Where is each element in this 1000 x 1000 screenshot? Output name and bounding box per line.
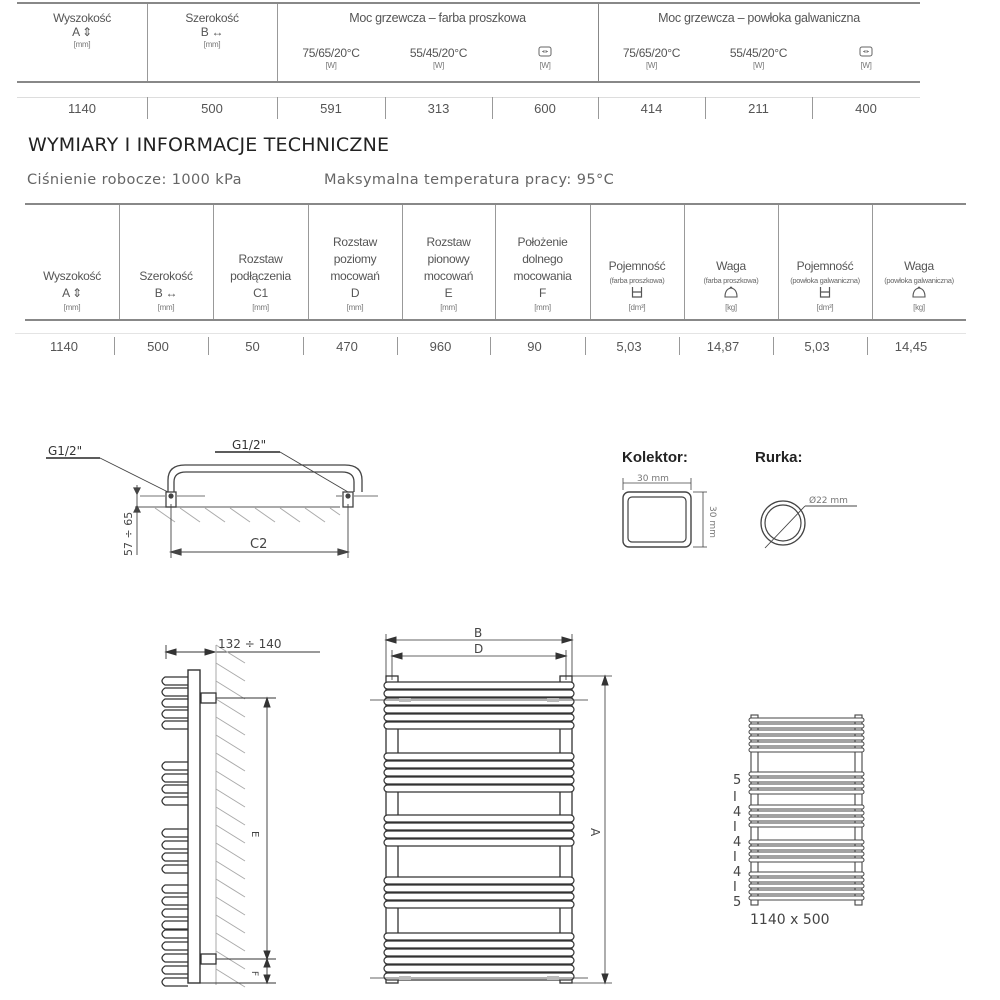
side-view-diagram — [140, 635, 320, 995]
table-header-cell — [25, 268, 119, 314]
hatch-line — [216, 753, 245, 771]
header-symbol: B ↔ — [200, 25, 224, 39]
header-title: Położenie — [517, 235, 568, 249]
header-unit: [W] — [860, 61, 872, 70]
towel-bar — [749, 858, 864, 862]
towel-bar — [749, 872, 864, 876]
towel-bar — [384, 682, 574, 689]
weight-icon — [684, 286, 778, 302]
hatch-line — [216, 951, 245, 969]
towel-bar-loop — [162, 774, 188, 782]
towel-bar — [749, 730, 864, 734]
wall-hatch — [216, 645, 245, 987]
towel-bar — [384, 957, 574, 964]
header-title: 75/65/20°C — [622, 46, 681, 60]
header-title: Rozstaw — [426, 235, 471, 249]
d-label: D — [474, 642, 484, 656]
towel-bar — [384, 769, 574, 776]
group-count-label: 4 — [733, 805, 742, 820]
kolektor-inner — [628, 497, 686, 542]
header-unit: [mm] — [203, 40, 221, 49]
header-galvanic-75 — [598, 46, 705, 72]
header-title: Szerokość — [185, 11, 239, 25]
towel-bars — [162, 677, 188, 986]
cell-powder-75: 591 — [320, 101, 342, 116]
header-unit: [mm] — [252, 303, 269, 312]
towel-bar — [384, 753, 574, 760]
towel-bar — [384, 901, 574, 908]
towel-bar-loop — [162, 978, 188, 986]
towel-bar — [384, 839, 574, 846]
towel-bar — [749, 846, 864, 850]
towel-bar — [384, 761, 574, 768]
max-temperature: Maksymalna temperatura pracy: 95°C — [324, 172, 615, 188]
towel-bar — [749, 805, 864, 809]
table-cell: 50 — [245, 339, 260, 354]
profile-diagrams — [615, 470, 875, 560]
hatch-line — [216, 879, 245, 897]
table-header-cell — [119, 268, 213, 314]
volume-icon — [590, 286, 684, 302]
towel-bar — [384, 831, 574, 838]
header-symbol: F — [538, 286, 547, 300]
bottom-bracket — [201, 954, 216, 964]
header-subtitle: (powłoka galwaniczna) — [790, 276, 860, 285]
towel-bars — [749, 718, 864, 900]
header-unit: [kg] — [725, 303, 737, 312]
table-cell: 5,03 — [804, 339, 830, 354]
b-label: B — [474, 626, 483, 640]
towel-bar-loop — [162, 721, 188, 729]
bar-layout-diagram — [725, 710, 875, 940]
header-unit: [W] — [432, 61, 445, 70]
header-title: dolnego — [522, 252, 563, 266]
table-header-cell — [308, 234, 402, 314]
header-symbol: B ↔ — [154, 286, 178, 300]
header-title: Wyszokość — [43, 269, 101, 283]
towel-bar — [384, 698, 574, 705]
wall-distance-label: 57 ÷ 65 — [122, 511, 135, 556]
cell-width: 500 — [201, 101, 223, 116]
front-view-diagram — [370, 620, 630, 990]
towel-bar-loop — [162, 909, 188, 917]
thread-left-label: G1/2" — [48, 444, 83, 458]
header-unit: [mm] — [157, 303, 175, 312]
table-header-cell — [778, 258, 872, 314]
pipe-inner — [174, 472, 354, 492]
towel-bar — [384, 885, 574, 892]
size-label: 1140 x 500 — [750, 912, 830, 928]
towel-bar — [749, 742, 864, 746]
left-valve — [169, 494, 173, 498]
header-powder-55 — [385, 46, 492, 72]
towel-bar-loop — [162, 921, 188, 929]
towel-bar-loop — [162, 966, 188, 974]
a-label: A — [588, 828, 602, 837]
kolektor-width-label: 30 mm — [637, 474, 669, 484]
cell-galvanic-55: 211 — [748, 101, 769, 116]
towel-bar — [749, 772, 864, 776]
table-header-cell — [495, 234, 590, 314]
towel-bar-loop — [162, 829, 188, 837]
table-cell: 470 — [336, 339, 358, 354]
towel-bar-loop — [162, 699, 188, 707]
towel-bar-loop — [162, 762, 188, 770]
table-top-border — [17, 2, 920, 4]
electric-heater-icon — [538, 46, 552, 57]
towel-bar — [384, 893, 574, 900]
table-cell: 960 — [429, 339, 452, 354]
header-title: 55/45/20°C — [729, 46, 788, 60]
group-count-label: I — [733, 850, 737, 865]
connection-diagram — [40, 430, 380, 580]
towel-bar — [384, 706, 574, 713]
hatch-line — [216, 807, 245, 825]
radiator-collector — [188, 670, 200, 983]
table-header-border — [17, 81, 920, 83]
table-row-border — [15, 333, 966, 334]
header-symbol: C1 — [253, 286, 268, 300]
cell-galvanic-electric: 400 — [855, 101, 877, 116]
towel-bar — [749, 778, 864, 782]
group-header-powder: Moc grzewcza – farba proszkowa — [349, 11, 526, 25]
section-title: WYMIARY I INFORMACJE TECHNICZNE — [28, 134, 390, 156]
towel-bar — [749, 790, 864, 794]
header-title: mocowań — [330, 269, 380, 283]
header-title: podłączenia — [230, 269, 291, 283]
f-label: F — [249, 971, 259, 977]
header-unit: [dm³] — [628, 303, 646, 312]
header-powder-electric — [492, 46, 598, 72]
towel-bar-loop — [162, 688, 188, 696]
header-unit: [mm] — [440, 303, 457, 312]
header-powder-75 — [277, 46, 385, 72]
hatch-line — [216, 861, 245, 879]
header-title: 55/45/20°C — [409, 46, 468, 60]
working-pressure: Ciśnienie robocze: 1000 kPa — [27, 172, 242, 188]
group-count-label: 5 — [733, 773, 742, 788]
hatch-line — [216, 933, 245, 951]
header-title: Waga — [904, 259, 934, 273]
towel-bar — [749, 823, 864, 827]
table-header-cell — [590, 258, 684, 314]
weight-icon — [872, 286, 966, 302]
header-subtitle: (farba proszkowa) — [703, 276, 759, 285]
group-count-label: I — [733, 880, 737, 895]
table-header-border — [25, 319, 966, 321]
table-cell: 1140 — [50, 339, 78, 354]
pipe-outer — [168, 465, 362, 492]
group-count-label: 4 — [733, 865, 742, 880]
header-height — [17, 11, 147, 51]
towel-bar — [749, 890, 864, 894]
header-unit: [W] — [752, 61, 765, 70]
towel-bar — [384, 785, 574, 792]
header-galvanic-55 — [705, 46, 812, 72]
header-title: Rozstaw — [333, 235, 377, 249]
header-title: mocowania — [513, 269, 572, 283]
table-cell: 90 — [527, 339, 542, 354]
header-subtitle: (powłoka galwaniczna) — [884, 276, 954, 285]
kolektor-outer — [623, 492, 691, 547]
kolektor-height-label: 30 mm — [707, 506, 717, 538]
cell-galvanic-75: 414 — [640, 101, 663, 116]
header-width — [147, 11, 277, 51]
hatch-line — [216, 789, 245, 807]
hatch-line — [216, 771, 245, 789]
rurka-diameter-label: Ø22 mm — [809, 496, 848, 506]
hatch-line — [216, 969, 245, 987]
right-valve — [346, 494, 350, 498]
towel-bar — [384, 823, 574, 830]
header-subtitle: (farba proszkowa) — [609, 276, 665, 285]
header-symbol: E — [444, 286, 453, 300]
header-title: Rozstaw — [238, 252, 283, 266]
towel-bar-loop — [162, 930, 188, 938]
towel-bar-loop — [162, 710, 188, 718]
cell-powder-55: 313 — [427, 101, 450, 116]
towel-bar-loop — [162, 841, 188, 849]
towel-bar — [384, 877, 574, 884]
towel-bar — [749, 852, 864, 856]
header-title: Pojemność — [796, 259, 854, 273]
group-count-label: I — [733, 790, 737, 805]
hatch-line — [216, 915, 245, 933]
volume-icon — [778, 286, 872, 302]
towel-bar — [749, 884, 864, 888]
kolektor-title: Kolektor: — [622, 449, 688, 466]
header-unit: [kg] — [913, 303, 925, 312]
cell-height: 1140 — [68, 101, 96, 116]
table-header-cell — [684, 258, 778, 314]
hatch-line — [216, 897, 245, 915]
hatch-line — [216, 843, 245, 861]
header-symbol: D — [350, 286, 360, 300]
towel-bar — [749, 748, 864, 752]
towel-bar-loop — [162, 797, 188, 805]
cell-powder-electric: 600 — [534, 101, 556, 116]
top-bracket — [201, 693, 216, 703]
depth-label: 132 ÷ 140 — [218, 637, 282, 651]
header-title: Wyszokość — [53, 11, 111, 25]
table-cell: 14,87 — [706, 339, 740, 354]
header-unit: [mm] — [63, 303, 81, 312]
group-count-label: 5 — [733, 895, 742, 910]
header-symbol: A ⇕ — [72, 25, 92, 39]
towel-bar-loop — [162, 885, 188, 893]
towel-bar — [384, 777, 574, 784]
hatch-line — [216, 663, 245, 681]
hatch-line — [216, 699, 245, 717]
header-unit: [mm] — [346, 303, 364, 312]
towel-bar — [384, 949, 574, 956]
towel-bar — [384, 933, 574, 940]
towel-bar-loop — [162, 865, 188, 873]
towel-bar — [384, 690, 574, 697]
hatch-line — [216, 735, 245, 753]
towel-bar — [749, 896, 864, 900]
table-cell: 5,03 — [616, 339, 642, 354]
hatch-line — [216, 717, 245, 735]
towel-bar — [384, 714, 574, 721]
table-header-cell — [213, 251, 308, 314]
towel-bar — [749, 840, 864, 844]
towel-bar-loop — [162, 954, 188, 962]
towel-bar-loop — [162, 853, 188, 861]
towel-bar — [749, 784, 864, 788]
towel-bar-loop — [162, 942, 188, 950]
header-unit: [dm³] — [816, 303, 834, 312]
towel-bar — [749, 878, 864, 882]
header-title: poziomy — [333, 252, 377, 266]
header-unit: [W] — [539, 61, 551, 70]
rurka-inner — [765, 505, 801, 541]
e-label: E — [249, 831, 260, 838]
table-header-cell — [872, 258, 966, 314]
table-cell: 500 — [147, 339, 169, 354]
header-unit: [mm] — [534, 303, 551, 312]
header-title: Pojemność — [608, 259, 666, 273]
header-title: 75/65/20°C — [302, 46, 360, 60]
towel-bar — [384, 722, 574, 729]
c2-label: C2 — [250, 537, 268, 552]
electric-heater-icon — [859, 46, 873, 57]
rurka-title: Rurka: — [755, 449, 803, 466]
group-count-label: I — [733, 820, 737, 835]
towel-bar — [384, 973, 574, 980]
thread-right-label: G1/2" — [232, 438, 267, 452]
header-title: pionowy — [427, 252, 470, 266]
rurka-outer — [761, 501, 805, 545]
group-count-label: 4 — [733, 835, 742, 850]
towel-bars — [384, 682, 574, 980]
towel-bar — [749, 724, 864, 728]
towel-bar-loop — [162, 677, 188, 685]
towel-bar — [749, 817, 864, 821]
header-symbol: A ⇕ — [62, 286, 82, 300]
header-galvanic-electric — [812, 46, 920, 72]
header-title: mocowań — [423, 269, 474, 283]
towel-bar — [749, 718, 864, 722]
header-unit: [W] — [325, 61, 337, 70]
towel-bar-loop — [162, 785, 188, 793]
wall-hatch — [155, 508, 340, 522]
towel-bar — [749, 811, 864, 815]
header-title: Szerokość — [139, 269, 193, 283]
towel-bar — [384, 965, 574, 972]
group-header-galvanic: Moc grzewcza – powłoka galwaniczna — [658, 11, 860, 25]
towel-bar-loop — [162, 897, 188, 905]
hatch-line — [216, 825, 245, 843]
header-unit: [W] — [645, 61, 658, 70]
towel-bar — [384, 815, 574, 822]
towel-bar — [384, 941, 574, 948]
hatch-line — [216, 681, 245, 699]
table-cell: 14,45 — [894, 339, 928, 354]
table-row-border — [17, 97, 920, 98]
towel-bar — [749, 736, 864, 740]
header-unit: [mm] — [73, 40, 91, 49]
table-header-cell — [402, 234, 495, 314]
header-title: Waga — [716, 259, 746, 273]
